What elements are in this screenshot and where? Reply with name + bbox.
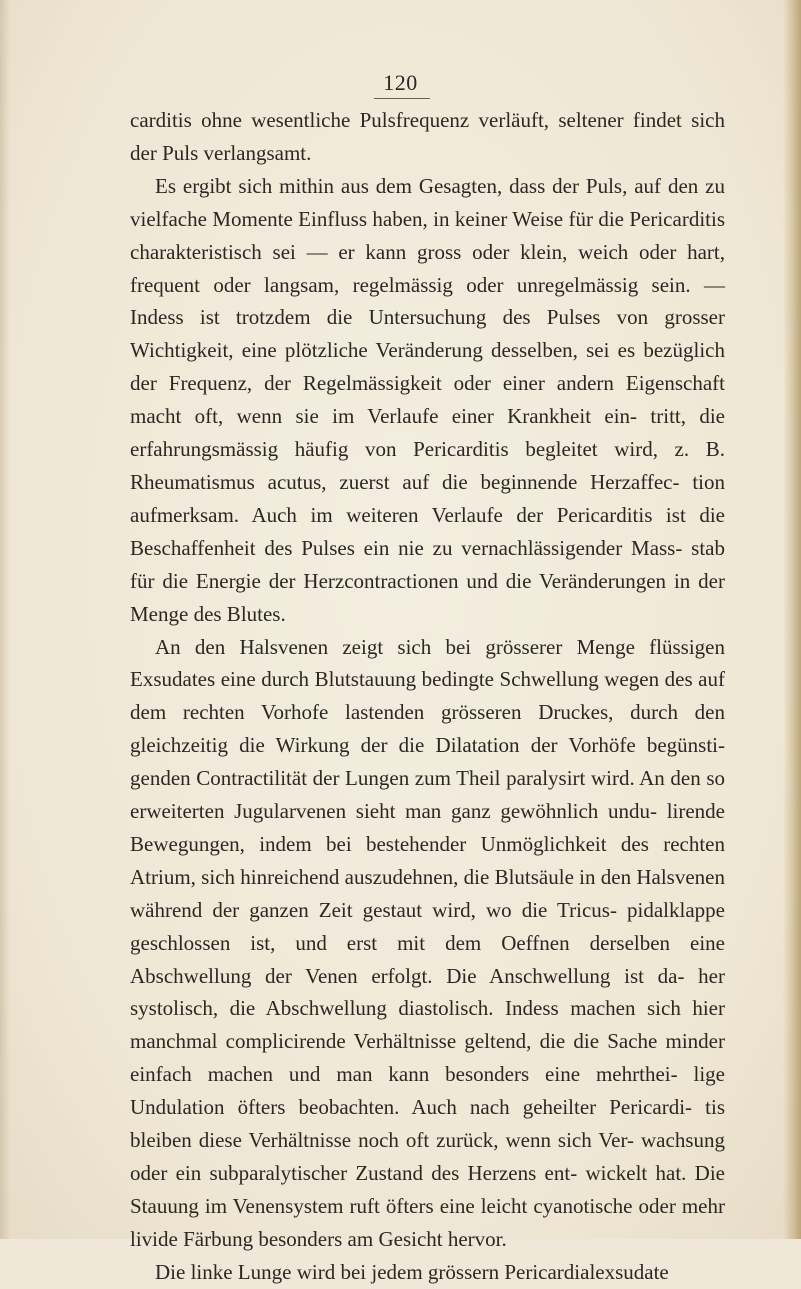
paragraph-halsvenen: An den Halsvenen zeigt sich bei grösserer Menge flüssigen Exsudates eine durch Blutstauung bedingte Schwellung wegen des auf dem rechten Vorhofe lastenden grösseren Druckes, durch den gleichzeitig die Wirkung der die Dilatation der Vorhöfe begünsti- genden Contractilität der Lungen zum Theil paralysirt wird. An den so erweiterten Jugularvenen sieht man ganz gewöhnlich undu- lirende Bewegungen, indem bei bestehender Unmöglichkeit des rechten Atrium, sich hinreichend auszudehnen, die Blutsäule in den Halsvenen während der ganzen Zeit gestaut wird, wo die Tricus- pidalklappe geschlossen ist, und erst mit dem Oeffnen derselben eine Abschwellung der Venen erfolgt. Die Anschwellung ist da- her systolisch, die Abschwellung diastolisch. Indess machen sich hier manchmal complicirende Verhältnisse geltend, die die Sache minder einfach machen und man kann besonders eine mehrthei- lige Undulation öfters beobachten. Auch nach geheilter Pericardi- tis bleiben diese Verhältnisse noch oft zurück, wenn sich Ver- wachsung oder ein subparalytischer Zustand des Herzens ent- wickelt hat. Die Stauung im Venensystem ruft öfters eine leicht cyanotische oder mehr livide Färbung besonders am Gesicht hervor. [130, 634, 725, 1251]
page-number: 120 [383, 70, 418, 95]
paragraph-continuation: carditis ohne wesentliche Pulsfrequenz verläuft, seltener findet sich der Puls verlangsamt. [130, 108, 725, 165]
body-text [130, 104, 725, 1289]
paragraph-lunge: Die linke Lunge wird bei jedem grössern Pericardialexsudate [155, 1259, 669, 1284]
paragraph-pulse: Es ergibt sich mithin aus dem Gesagten, dass der Puls, auf den zu vielfache Momente Einfluss haben, in keiner Weise für die Pericarditis charakteristisch sei — er kann gross oder klein, weich oder hart, frequent oder langsam, regelmässig oder unregelmässig sein. — Indess ist trotzdem die Untersuchung des Pulses von grosser Wichtigkeit, eine plötzliche Veränderung desselben, sei es bezüglich der Frequenz, der Regelmässigkeit oder einer andern Eigenschaft macht oft, wenn sie im Verlaufe einer Krankheit ein- tritt, die erfahrungsmässig häufig von Pericarditis begleitet wird, z. B. Rheumatismus acutus, zuerst auf die beginnende Herzaffec- tion aufmerksam. Auch im weiteren Verlaufe der Pericarditis ist die Beschaffenheit des Pulses ein nie zu vernachlässigender Mass- stab für die Energie der Herzcontractionen und die Veränderungen in der Menge des Blutes. [130, 173, 725, 626]
page-number-rule [374, 98, 430, 99]
page-left-shadow [0, 0, 10, 1239]
page-right-edge [783, 0, 801, 1239]
